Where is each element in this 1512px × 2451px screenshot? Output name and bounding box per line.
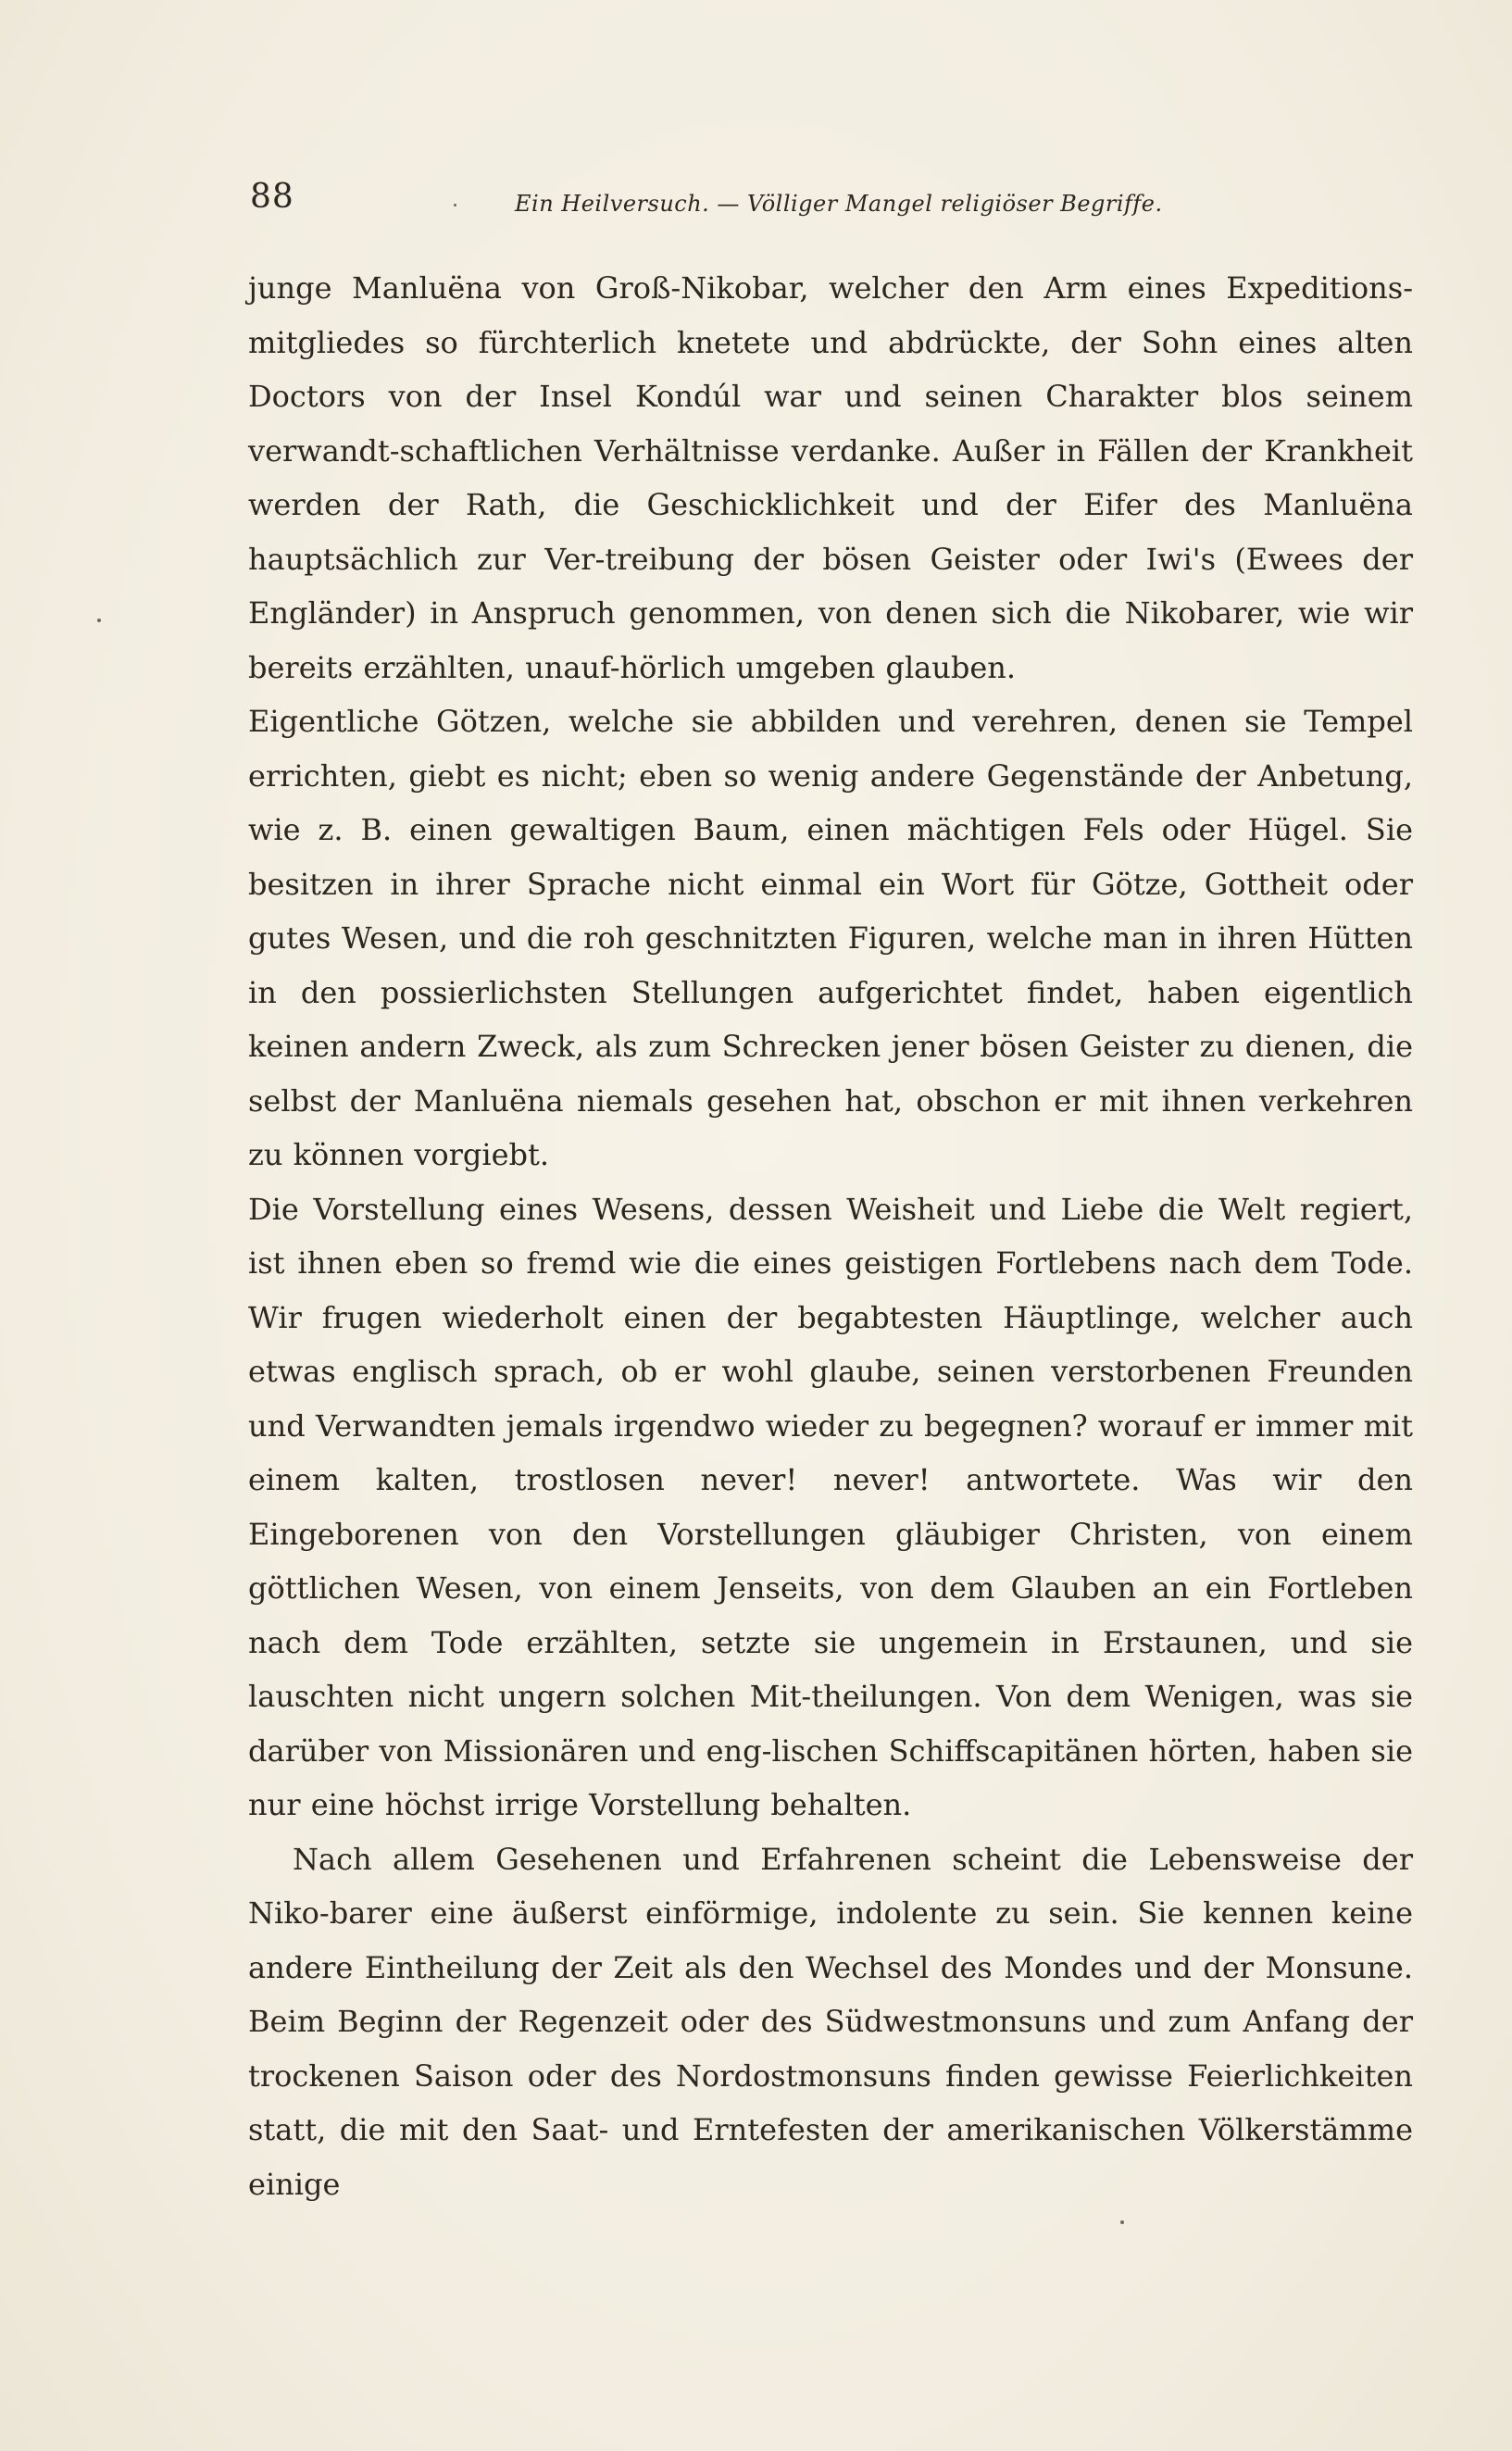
paragraph-1: junge Manluëna von Groß-Nikobar, welcher den Arm eines Expeditions-mitgliedes so fürchterlich knetete und abdrückte, der Sohn eines alten Doctors von der Insel Kondúl war und seinen Charakter blos seinem verwandt-schaftlichen Verhältnisse verdanke. Außer in Fällen der Krankheit werden der Rath, die Geschicklichkeit und der Eifer des Manluëna hauptsächlich zur Ver-treibung der bösen Geister oder Iwi's (Ewees der Engländer) in Anspruch genommen, von denen sich die Nikobarer, wie wir bereits erzählten, unauf-hörlich umgeben glauben. — [248, 270, 1413, 685]
paragraph-3: Die Vorstellung eines Wesens, dessen Weisheit und Liebe die Welt regiert, ist ihnen eben so fremd wie die eines geistigen Fortlebens nach dem Tode. Wir frugen wiederholt einen der begabtesten Häuptlinge, welcher auch etwas englisch sprach, ob er wohl glaube, seinen verstorbenen Freunden und Verwandten jemals irgendwo wieder zu begegnen? worauf er immer mit einem kalten, trostlosen never! never! antwortete. Was wir den Eingeborenen von den Vorstellungen gläubiger Christen, von einem göttlichen Wesen, von einem Jenseits, von dem Glauben an ein Fortleben nach dem Tode erzählten, setzte sie ungemein in Erstaunen, und sie lauschten nicht ungern solchen Mit-theilungen. Von dem Wenigen, was sie darüber von Missionären und eng-lischen Schiffscapitänen hörten, haben sie nur eine höchst irrige Vorstellung behalten. — [248, 1191, 1413, 1822]
page-header — [250, 178, 1296, 222]
paragraph-2: Eigentliche Götzen, welche sie abbilden und verehren, denen sie Tempel errichten, giebt es nicht; eben so wenig andere Gegenstände der Anbetung, wie z. B. einen gewaltigen Baum, einen mächtigen Fels oder Hügel. Sie besitzen in ihrer Sprache nicht einmal ein Wort für Götze, Gottheit oder gutes Wesen, und die roh geschnitzten Figuren, welche man in ihren Hütten in den possierlichsten Stellungen aufgerichtet findet, haben eigentlich keinen andern Zweck, als zum Schrecken jener bösen Geister zu dienen, die selbst der Manluëna niemals gesehen hat, obschon er mit ihnen verkehren zu können vorgiebt. — [248, 704, 1413, 1172]
page-number: 88 — [250, 178, 294, 216]
print-speck — [1120, 2220, 1124, 2224]
body-text — [248, 261, 1413, 2211]
paragraph-4: Nach allem Gesehenen und Erfahrenen scheint die Lebensweise der Niko-barer eine äußerst einförmige, indolente zu sein. Sie kennen keine andere Eintheilung der Zeit als den Wechsel des Mondes und der Monsune. Beim Beginn der Regenzeit oder des Südwestmonsuns und zum Anfang der trockenen Saison oder des Nordostmonsuns finden gewisse Feierlichkeiten statt, die mit den Saat- und Erntefesten der amerikanischen Völkerstämme einige — [248, 1841, 1413, 2202]
running-head: Ein Heilversuch. — Völliger Mangel religiöser Begriffe. — [515, 191, 1163, 217]
print-speck — [97, 619, 101, 622]
print-speck — [454, 204, 456, 206]
